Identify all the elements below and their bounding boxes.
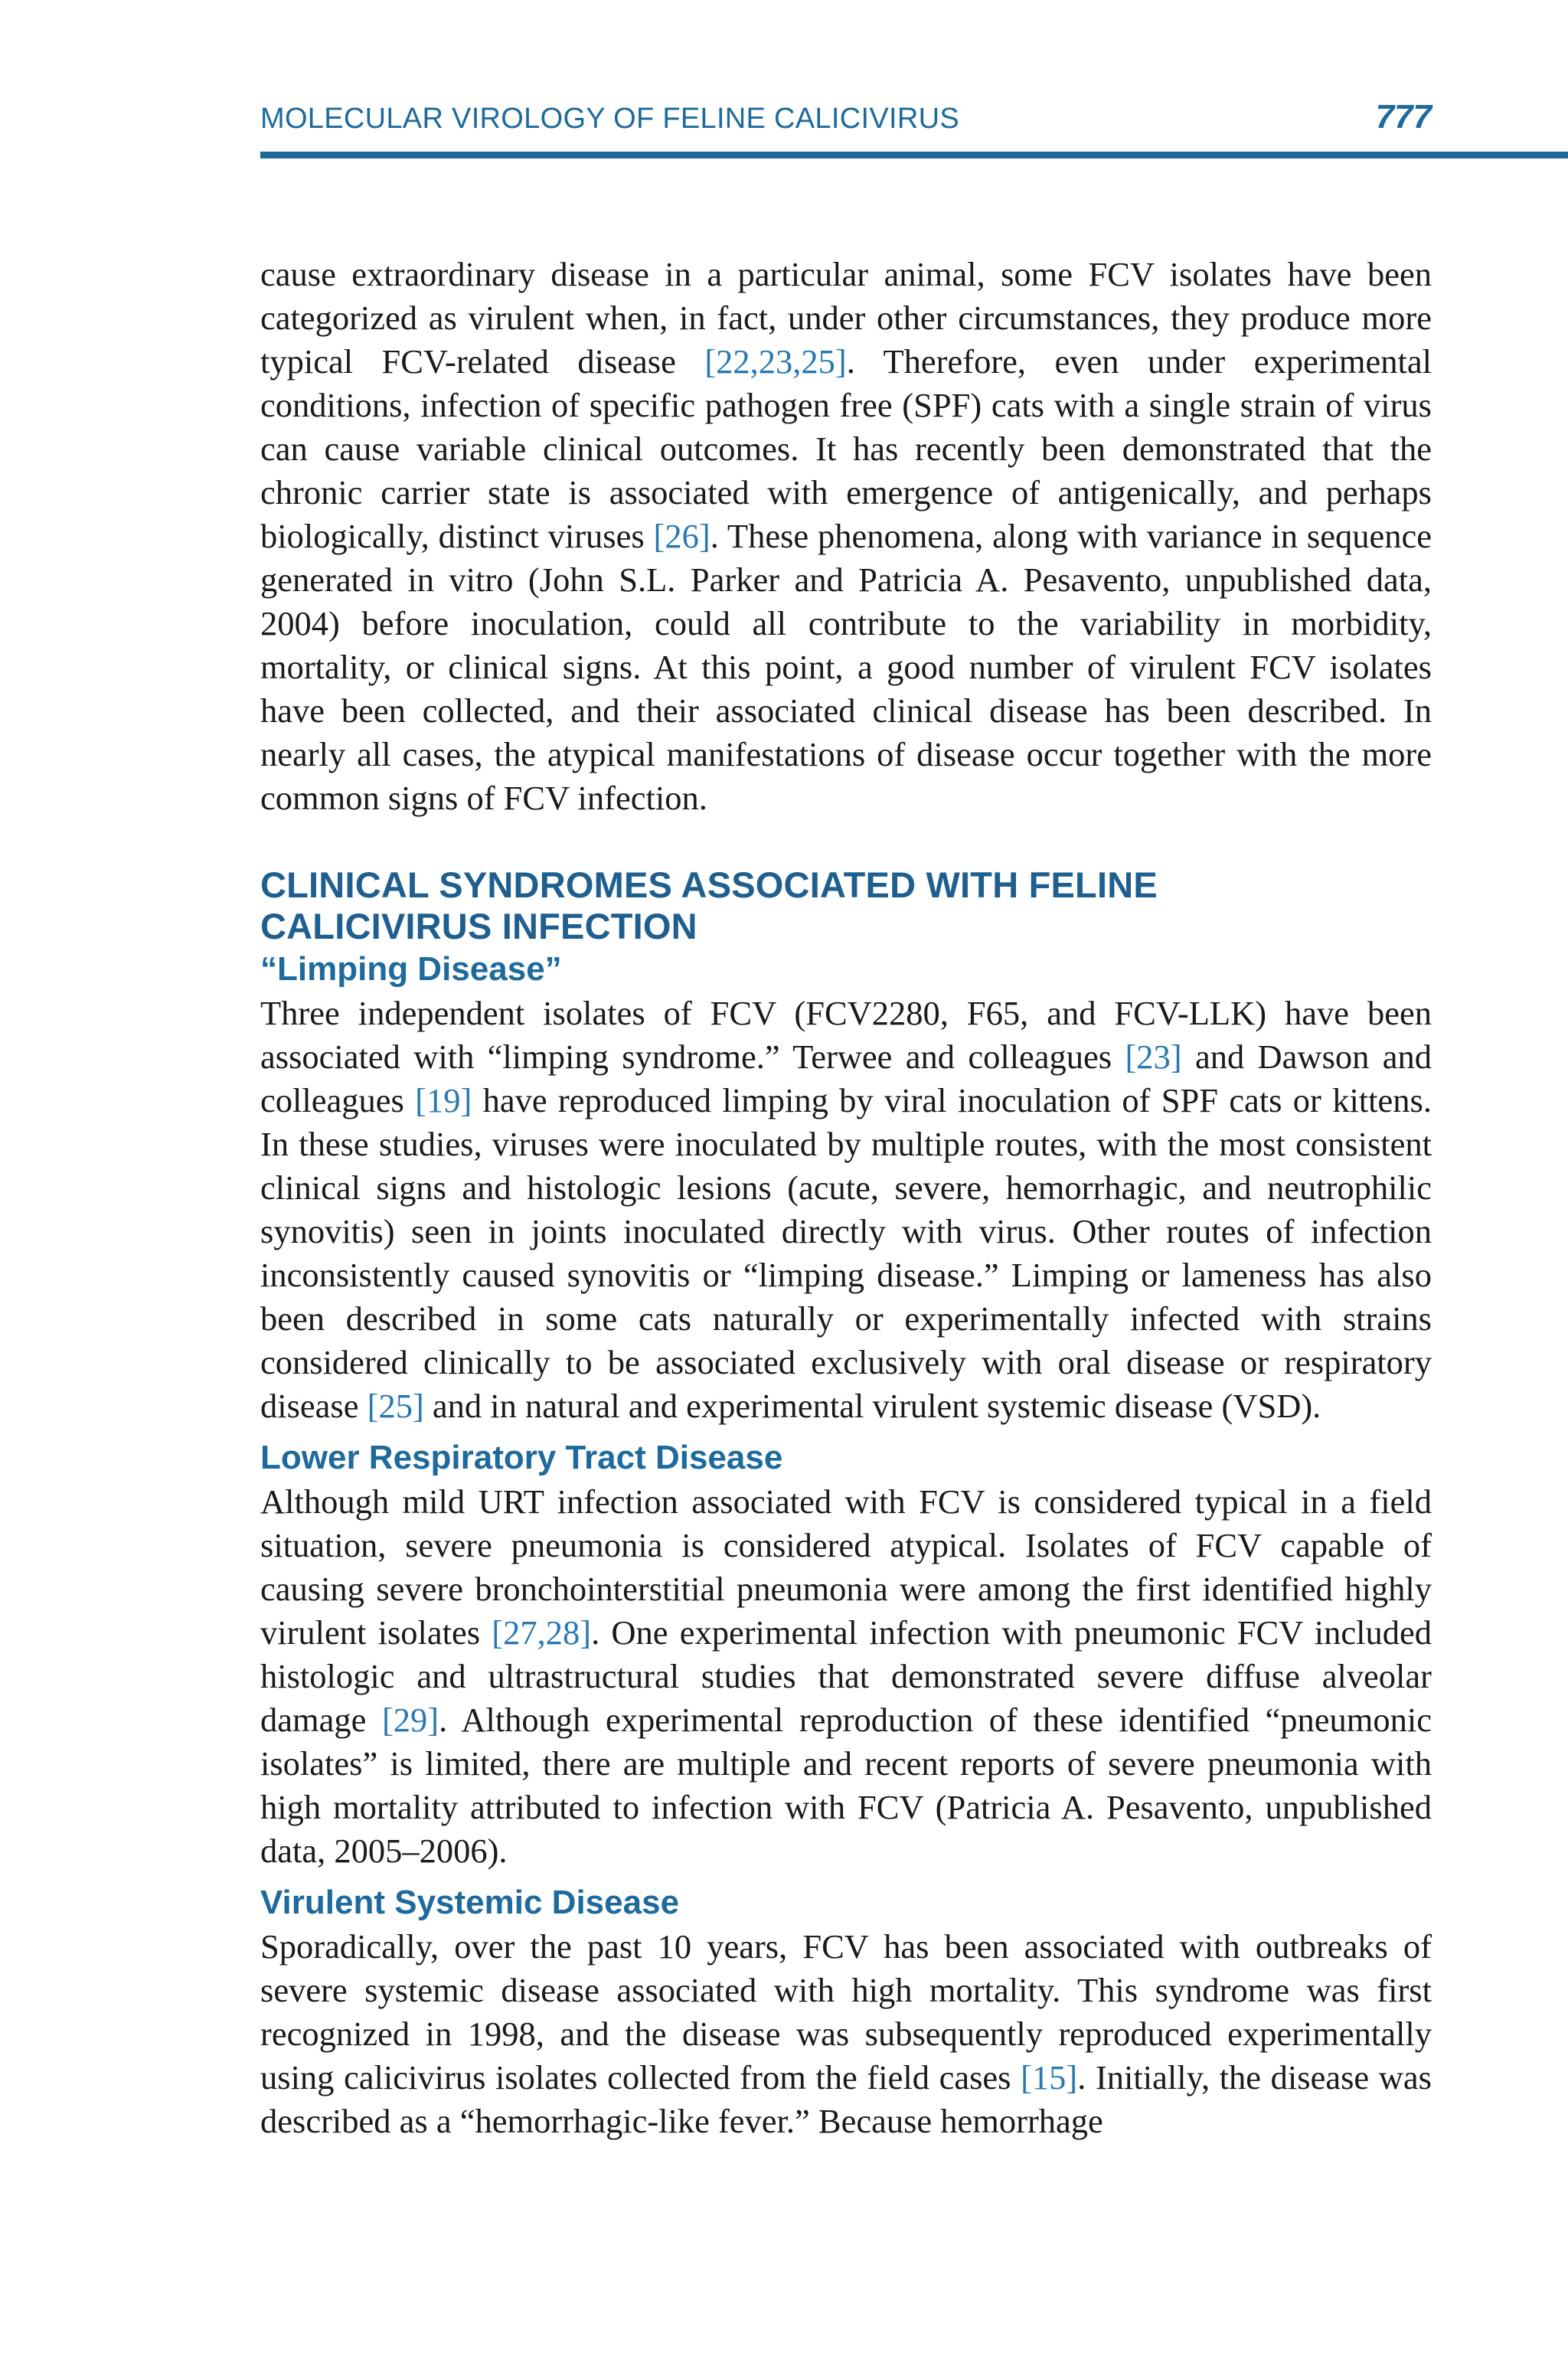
text-run: . These phenomena, along with variance in sequence generated in vitro (John S.L. Parker and Patricia A. Pesavento, unpublished data, 2004) before inoculation, could all contribute to the variability in morbidity, mortality, or clinical signs. At this point, a good number of virulent FCV isolates have been collected, and their associated clinical disease has been described. In nearly all cases, the atypical manifestations of disease occur together with the more common signs of FCV infection. xyxy=(260,517,1432,817)
text-run: . One experimental infection with pneumonic FCV included histologic and ultrastructural studies that demonstrated severe diffuse alveolar damage xyxy=(260,1613,1432,1739)
section-heading xyxy=(260,864,1432,947)
text-run: Although mild URT infection associated with FCV is considered typical in a field situation, severe pneumonia is considered atypical. Isolates of FCV capable of causing severe bronchointerstitial pneumonia were among the first identified highly virulent isolates xyxy=(260,1482,1432,1652)
citation-link[interactable]: [27,28] xyxy=(492,1613,592,1652)
citation-link[interactable]: [29] xyxy=(381,1701,439,1739)
limping-paragraph xyxy=(260,992,1432,1428)
citation-link[interactable]: [23] xyxy=(1125,1038,1182,1076)
subheading-limping-disease: “Limping Disease” xyxy=(260,950,562,988)
systemic-paragraph xyxy=(260,1925,1432,2143)
text-run: and Dawson and colleagues xyxy=(260,1038,1432,1119)
page-number: 777 xyxy=(1375,98,1432,136)
lower-respiratory-paragraph xyxy=(260,1480,1432,1873)
citation-link[interactable]: [25] xyxy=(367,1387,424,1425)
citation-link[interactable]: [15] xyxy=(1021,2058,1078,2096)
section-heading-line: CLINICAL SYNDROMES ASSOCIATED WITH FELINE xyxy=(260,864,1158,905)
text-run: . Initially, the disease was described as a “hemorrhagic-like fever.” Because hemorrhage xyxy=(260,2058,1432,2140)
citation-link[interactable]: [26] xyxy=(653,517,710,555)
text-run: and in natural and experimental virulent systemic disease (VSD). xyxy=(423,1387,1321,1425)
section-heading-line: CALICIVIRUS INFECTION xyxy=(260,906,697,946)
text-run: cause extraordinary disease in a particular animal, some FCV isolates have been categorized as virulent when, in fact, under other circumstances, they produce more typical FCV-related disease xyxy=(260,255,1432,381)
text-run: have reproduced limping by viral inoculation of SPF cats or kittens. In these studies, viruses were inoculated by multiple routes, with the most consistent clinical signs and histologic lesions (acute, severe, hemorrhagic, and neutrophilic synovitis) seen in joints inoculated directly with virus. Other routes of infection inconsistently caused synovitis or “limping disease.” Limping or lameness has also been described in some cats naturally or experimentally infected with strains considered clinically to be associated exclusively with oral disease or respiratory disease xyxy=(260,1081,1432,1425)
intro-paragraph xyxy=(260,253,1432,820)
article-body xyxy=(260,253,1432,2143)
text-run: Sporadically, over the past 10 years, FCV has been associated with outbreaks of severe systemic disease associated with high mortality. This syndrome was first recognized in 1998, and the disease was subsequently reproduced experimentally using calicivirus isolates collected from the field cases xyxy=(260,1927,1432,2096)
text-run: Three independent isolates of FCV (FCV2280, F65, and FCV-LLK) have been associated with “limping syndrome.” Terwee and colleagues xyxy=(260,994,1432,1076)
subheading-virulent-systemic: Virulent Systemic Disease xyxy=(260,1884,680,1921)
running-title: MOLECULAR VIROLOGY OF FELINE CALICIVIRUS xyxy=(260,103,959,135)
header-rule xyxy=(260,152,1568,159)
text-run: . Although experimental reproduction of these identified “pneumonic isolates” is limited, there are multiple and recent reports of severe pneumonia with high mortality attributed to infection with FCV (Patricia A. Pesavento, unpublished data, 2005–2006). xyxy=(260,1701,1432,1870)
citation-link[interactable]: [22,23,25] xyxy=(704,342,847,381)
citation-link[interactable]: [19] xyxy=(415,1081,472,1119)
subheading-lower-respiratory: Lower Respiratory Tract Disease xyxy=(260,1439,783,1476)
text-run: . Therefore, even under experimental conditions, infection of specific pathogen free (SPF) cats with a single strain of virus can cause variable clinical outcomes. It has recently been demonstrated that the chronic carrier state is associated with emergence of antigenically, and perhaps biologically, distinct viruses xyxy=(260,342,1432,555)
running-head xyxy=(260,98,1432,136)
